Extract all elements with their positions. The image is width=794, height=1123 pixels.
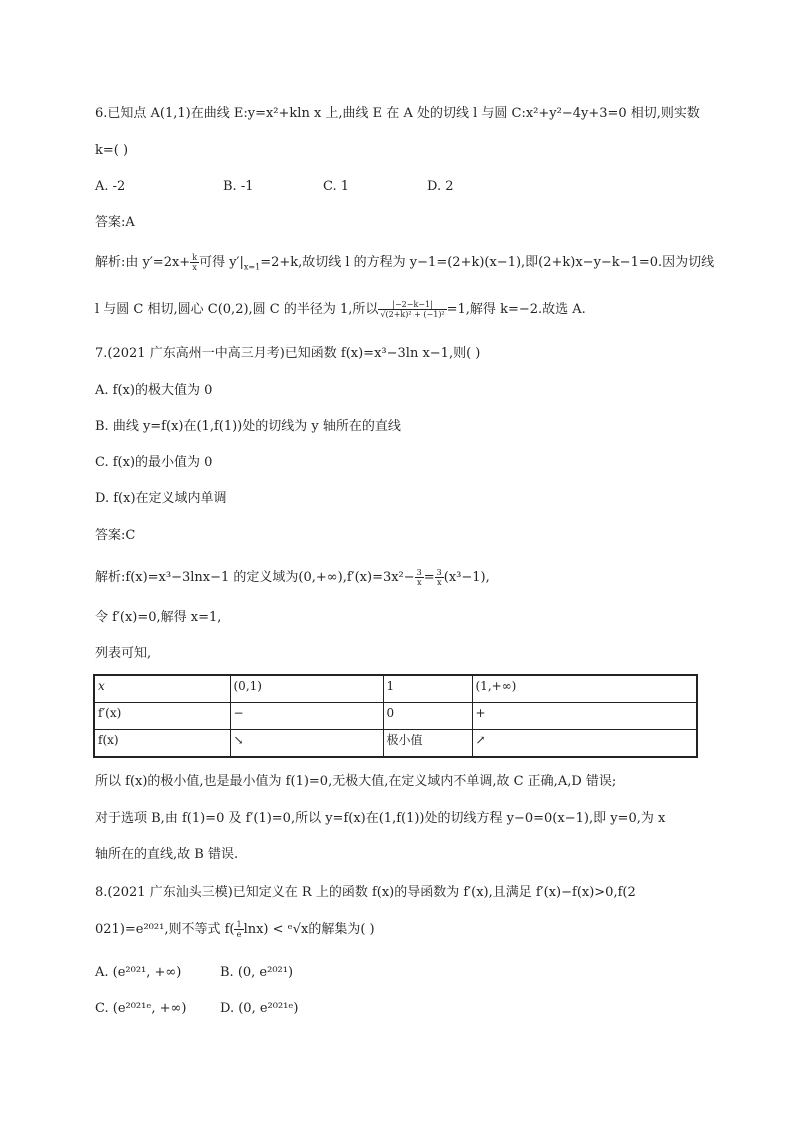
q7-sol1-f2-den: x (436, 578, 442, 587)
table-cell: x (94, 675, 230, 703)
q6-sol1-part-c: =2+k,故切线 l 的方程为 y−1=(2+k)(x−1),即(2+k)x−y−k−1=0.因为切线 (260, 255, 715, 270)
q6-sol2-frac-den: √(2+k)² + (−1)² (380, 310, 445, 319)
q6-sol2-fraction (378, 300, 446, 319)
q8-options-row2 (95, 1000, 298, 1018)
q7-option-a: A. f(x)的极大值为 0 (95, 383, 213, 398)
table-cell: − (230, 703, 383, 730)
table-cell: f′(x) (94, 703, 230, 730)
table-cell: + (472, 703, 697, 730)
q7-answer: 答案:C (95, 528, 136, 543)
q7-option-b: B. 曲线 y=f(x)在(1,f(1))处的切线为 y 轴所在的直线 (95, 419, 401, 434)
q8-option-a: A. (e²⁰²¹, +∞) (95, 965, 182, 980)
q7-solution-line3: 列表可知, (95, 646, 152, 661)
q6-sol1-subscript: x=1 (243, 262, 261, 272)
q6-stem-line2: k=( ) (95, 143, 129, 158)
q7-option-c: C. f(x)的最小值为 0 (95, 455, 213, 470)
q7-sol1-f1-den: x (416, 578, 422, 587)
q6-sol2-part-a: l 与圆 C 相切,圆心 C(0,2),圆 C 的半径为 1,所以 (95, 302, 379, 317)
q8-stem2-frac-den: e (236, 930, 242, 939)
q8-option-d: D. (0, e²⁰²¹ᵉ) (220, 1001, 299, 1016)
q6-answer: 答案:A (95, 215, 135, 230)
table-cell: (0,1) (230, 675, 383, 703)
q8-stem-line2 (95, 920, 375, 939)
q7-solution-line6: 轴所在的直线,故 B 错误. (95, 847, 239, 862)
table-cell: (1,+∞) (472, 675, 697, 703)
table-cell: f(x) (94, 730, 230, 758)
q8-stem-line1: 8.(2021 广东汕头三模)已知定义在 R 上的函数 f(x)的导函数为 f′(x),且满足 f′(x)−f(x)>0,f(2 (95, 885, 636, 900)
table-row (94, 730, 697, 758)
q6-option-d: D. 2 (427, 179, 454, 194)
table-cell: ↗ (472, 730, 697, 758)
table-row (94, 703, 697, 730)
table-cell: 0 (383, 703, 472, 730)
table-cell: ↘ (230, 730, 383, 758)
q7-sol1-fraction-2 (435, 568, 444, 587)
q8-stem2-part-c: 的解集为( ) (308, 922, 375, 937)
q7-sign-table (93, 674, 698, 758)
table-cell: 1 (383, 675, 472, 703)
q7-solution-line4: 所以 f(x)的极小值,也是最小值为 f(1)=0,无极大值,在定义域内不单调,故 C 正确,A,D 错误; (95, 774, 617, 789)
table-row (94, 675, 697, 703)
q6-sol1-frac-den: x (192, 263, 197, 272)
q6-sol2-frac-num: |−2−k−1| (378, 300, 446, 310)
q8-stem2-frac-num: 1 (236, 920, 242, 929)
q6-sol1-frac-num: k (192, 253, 198, 262)
q7-solution-line1 (95, 568, 490, 587)
q6-stem-line1: 6.已知点 A(1,1)在曲线 E:y=x²+kln x 上,曲线 E 在 A 处的切线 l 与圆 C:x²+y²−4y+3=0 相切,则实数 (95, 106, 700, 121)
q7-sol1-fraction-1 (415, 568, 424, 587)
q6-sol1-part-b: 可得 y′| (199, 255, 244, 270)
q8-options-row1 (95, 964, 293, 982)
q6-option-a: A. -2 (95, 179, 126, 194)
q6-sol1-fraction (190, 253, 199, 272)
q7-stem: 7.(2021 广东高州一中高三月考)已知函数 f(x)=x³−3ln x−1,则( ) (95, 346, 481, 361)
table-cell: 极小值 (383, 730, 472, 758)
q6-sol2-part-b: =1,解得 k=−2.故选 A. (446, 302, 586, 317)
q8-option-c: C. (e²⁰²¹ᵉ, +∞) (95, 1001, 187, 1016)
q7-solution-line2: 令 f′(x)=0,解得 x=1, (95, 610, 222, 625)
q8-stem2-part-a: 021)=e²⁰²¹,则不等式 f( (95, 922, 235, 937)
q6-option-b: B. -1 (223, 179, 254, 194)
q6-sol1-part-a: 解析:由 y′=2x+ (95, 255, 191, 270)
q7-solution-line5: 对于选项 B,由 f(1)=0 及 f′(1)=0,所以 y=f(x)在(1,f(1))处的切线方程 y−0=0(x−1),即 y=0,为 x (95, 811, 666, 826)
q7-option-d: D. f(x)在定义域内单调 (95, 491, 227, 506)
q8-stem2-root: ᵉ√x (287, 922, 309, 937)
q8-stem2-part-b: lnx) < (243, 922, 288, 937)
q6-solution-line2 (95, 300, 586, 319)
q6-options (95, 178, 454, 196)
q7-sol1-part-b: = (423, 570, 435, 585)
q8-stem2-fraction (234, 920, 243, 939)
q7-sol1-part-c: (x³−1), (443, 570, 490, 585)
q7-sol1-part-a: 解析:f(x)=x³−3lnx−1 的定义域为(0,+∞),f′(x)=3x²− (95, 570, 415, 585)
q7-sol1-f1-num: 3 (416, 568, 422, 577)
q6-option-c: C. 1 (323, 179, 350, 194)
q8-option-b: B. (0, e²⁰²¹) (220, 965, 294, 980)
q6-solution-line1 (95, 253, 714, 277)
q7-sol1-f2-num: 3 (436, 568, 442, 577)
